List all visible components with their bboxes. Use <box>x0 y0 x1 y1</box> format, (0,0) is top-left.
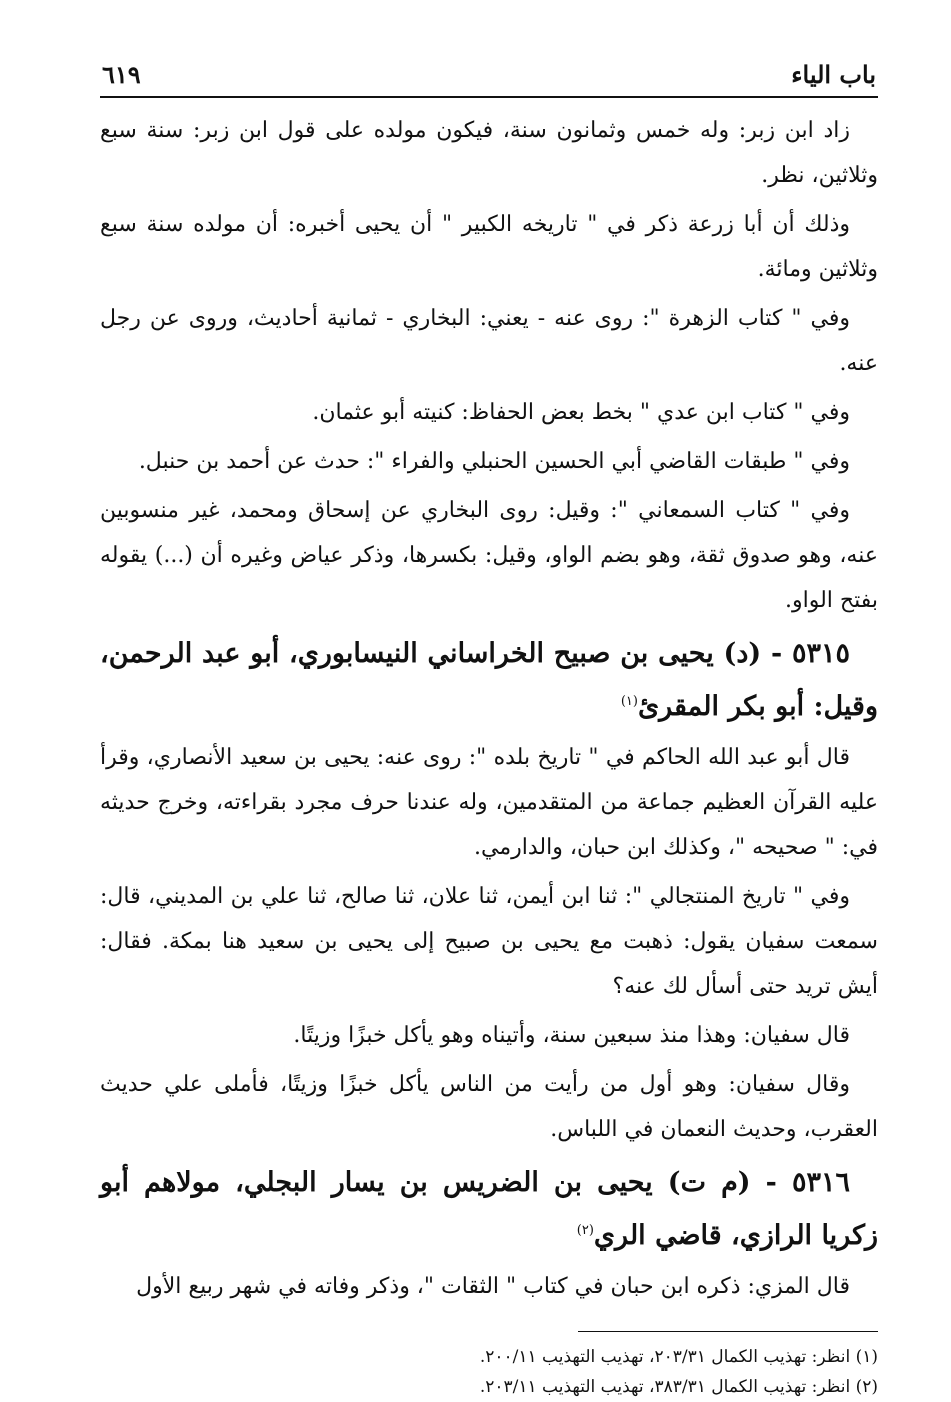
paragraph-6: وفي " كتاب السمعاني ": وقيل: روى البخاري عن إسحاق ومحمد، غير منسوبين عنه، وهو صدوق ثقة، وهو بضم الواو، وقيل: بكسرها، وذكر عياض وغيره أن (...) يقوله بفتح الواو. <box>100 498 878 613</box>
paragraph-7: قال أبو عبد الله الحاكم في " تاريخ بلده ": روى عنه: يحيى بن سعيد الأنصاري، وقرأ عليه القرآن العظيم جماعة من المتقدمين، وله عندنا حرف مجرد بقراءته، وخرج حديثه في: " صحيحه "، وكذلك ابن حبان، والدارمي. <box>100 745 878 860</box>
paragraph-2: وذلك أن أبا زرعة ذكر في " تاريخه الكبير " أن يحيى أخبره: أن مولده سنة سبع وثلاثين ومائة. <box>100 212 878 282</box>
entry-heading-5316 <box>100 1156 878 1262</box>
footnote-reference[interactable]: (٢) <box>576 1223 594 1238</box>
header-divider <box>100 96 878 98</box>
entry-heading-5315 <box>100 627 878 733</box>
entry-heading-text: ٥٣١٥ - (د) يحيى بن صبيح الخراساني النيسابوري، أبو عبد الرحمن، وقيل: أبو بكر المقرئ <box>100 638 878 722</box>
paragraph-1: زاد ابن زبر: وله خمس وثمانون سنة، فيكون مولده على قول ابن زبر: سنة سبع وثلاثين، نظر. <box>100 118 878 188</box>
footnote-reference[interactable]: (١) <box>620 694 638 709</box>
paragraph-4: وفي " كتاب ابن عدي " بخط بعض الحفاظ: كنيته أبو عثمان. <box>312 400 850 425</box>
paragraph-9: قال سفيان: وهذا منذ سبعين سنة، وأتيناه وهو يأكل خبزًا وزيتًا. <box>293 1023 850 1048</box>
paragraph-10: وقال سفيان: وهو أول من رأيت من الناس يأكل خبزًا وزيتًا، فأملى علي حديث العقرب، وحديث النعمان في اللباس. <box>100 1072 878 1142</box>
running-header <box>100 58 878 92</box>
paragraph-3: وفي " كتاب الزهرة ": روى عنه - يعني: البخاري - ثمانية أحاديث، وروى عن رجل عنه. <box>100 306 878 376</box>
entry-heading-text: ٥٣١٦ - (م ت) يحيى بن الضريس بن يسار البجلي، مولاهم أبو زكريا الرازي، قاضي الري <box>100 1167 878 1251</box>
paragraph-8: وفي " تاريخ المنتجالي ": ثنا ابن أيمن، ثنا علان، ثنا صالح، ثنا علي بن المديني، قال: سمعت سفيان يقول: ذهبت مع يحيى بن صبيح إلى يحيى بن سعيد هنا بمكة. فقال: أيش تريد حتى أسأل لك عنه؟ <box>100 884 878 999</box>
chapter-title: باب الياء <box>791 60 876 89</box>
footnote-2: (٢) انظر: تهذيب الكمال ٣٨٣/٣١، تهذيب التهذيب ٢٠٣/١١. <box>479 1377 878 1397</box>
footnote-1: (١) انظر: تهذيب الكمال ٢٠٣/٣١، تهذيب التهذيب ٢٠٠/١١. <box>479 1347 878 1367</box>
book-page <box>100 58 878 1402</box>
footnote-divider <box>578 1331 878 1332</box>
paragraph-5: وفي " طبقات القاضي أبي الحسين الحنبلي والفراء ": حدث عن أحمد بن حنبل. <box>138 449 850 474</box>
paragraph-11: قال المزي: ذكره ابن حبان في كتاب " الثقات "، وذكر وفاته في شهر ربيع الأول <box>136 1274 850 1299</box>
page-number: ٦١٩ <box>102 60 141 89</box>
